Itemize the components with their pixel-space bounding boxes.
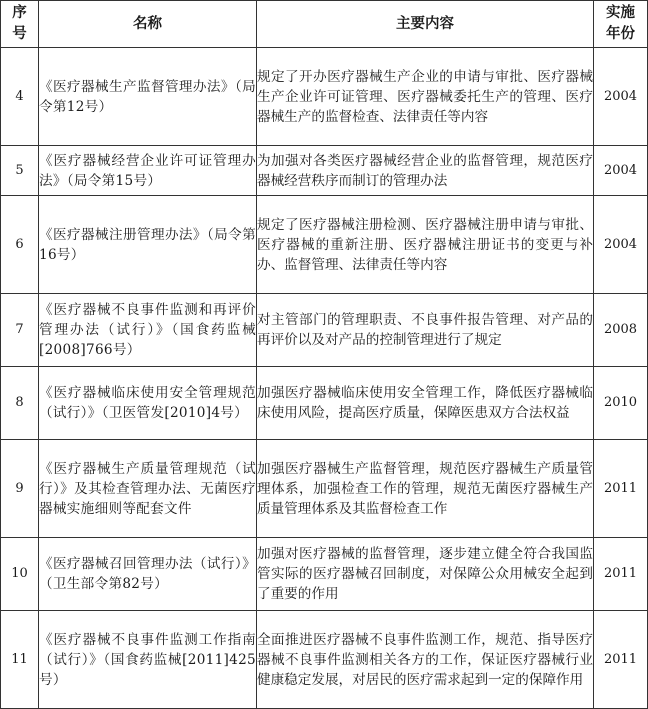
column-header-seq-line1: 序 [12, 5, 27, 21]
cell-content: 规定了开办医疗器械生产企业的申请与审批、医疗器械生产企业许可证管理、医疗器械委托生产的管理、医疗器械生产的监督检查、法律责任等内容 [257, 48, 594, 146]
cell-name: 《医疗器械注册管理办法》（局令第16号） [39, 196, 257, 294]
cell-name: 《医疗器械生产质量管理规范（试行）》及其检查管理办法、无菌医疗器械实施细则等配套文件 [39, 440, 257, 538]
cell-name: 《医疗器械临床使用安全管理规范（试行）》（卫医管发[2010]4号） [39, 367, 257, 440]
cell-content: 加强医疗器械生产监督管理，规范医疗器械生产质量管理体系，加强检查工作的管理，规范无菌医疗器械生产质量管理体系及其监督检查工作 [257, 440, 594, 538]
table-row [1, 196, 648, 294]
table-header-row [1, 1, 648, 48]
cell-seq: 9 [1, 440, 39, 538]
cell-year: 2004 [594, 196, 648, 294]
cell-year: 2004 [594, 48, 648, 146]
cell-year: 2008 [594, 294, 648, 367]
cell-year: 2011 [594, 538, 648, 611]
cell-year: 2011 [594, 611, 648, 709]
column-header-seq [1, 1, 39, 48]
column-header-year [594, 1, 648, 48]
cell-year: 2011 [594, 440, 648, 538]
cell-year: 2010 [594, 367, 648, 440]
cell-content: 为加强对各类医疗器械经营企业的监督管理，规范医疗器械经营秩序而制订的管理办法 [257, 146, 594, 196]
column-header-seq-line2: 号 [12, 26, 27, 42]
cell-name: 《医疗器械经营企业许可证管理办法》（局令第15号） [39, 146, 257, 196]
cell-name: 《医疗器械生产监督管理办法》（局令第12号） [39, 48, 257, 146]
cell-name: 《医疗器械不良事件监测工作指南（试行）》（国食药监械[2011]425号） [39, 611, 257, 709]
table-row [1, 611, 648, 709]
table-row [1, 294, 648, 367]
cell-content: 规定了医疗器械注册检测、医疗器械注册申请与审批、医疗器械的重新注册、医疗器械注册证书的变更与补办、监督管理、法律责任等内容 [257, 196, 594, 294]
table-row [1, 538, 648, 611]
cell-seq: 8 [1, 367, 39, 440]
cell-seq: 11 [1, 611, 39, 709]
column-header-year-line1: 实施 [606, 5, 635, 21]
table-row [1, 146, 648, 196]
cell-content: 对主管部门的管理职责、不良事件报告管理、对产品的再评价以及对产品的控制管理进行了规定 [257, 294, 594, 367]
cell-seq: 10 [1, 538, 39, 611]
column-header-content: 主要内容 [257, 1, 594, 48]
table-row [1, 440, 648, 538]
cell-seq: 6 [1, 196, 39, 294]
cell-year: 2004 [594, 146, 648, 196]
cell-seq: 7 [1, 294, 39, 367]
column-header-name: 名称 [39, 1, 257, 48]
column-header-year-line2: 年份 [606, 26, 635, 42]
cell-name: 《医疗器械召回管理办法（试行）》（卫生部令第82号） [39, 538, 257, 611]
table-row [1, 48, 648, 146]
cell-seq: 5 [1, 146, 39, 196]
cell-content: 全面推进医疗器械不良事件监测工作，规范、指导医疗器械不良事件监测相关各方的工作，保证医疗器械行业健康稳定发展，对居民的医疗需求起到一定的保障作用 [257, 611, 594, 709]
cell-content: 加强对医疗器械的监督管理，逐步建立健全符合我国监管实际的医疗器械召回制度，对保障公众用械安全起到了重要的作用 [257, 538, 594, 611]
cell-seq: 4 [1, 48, 39, 146]
cell-name: 《医疗器械不良事件监测和再评价管理办法（试行）》（国食药监械[2008]766号） [39, 294, 257, 367]
cell-content: 加强医疗器械临床使用安全管理工作，降低医疗器械临床使用风险，提高医疗质量，保障医患双方合法权益 [257, 367, 594, 440]
table-row [1, 367, 648, 440]
